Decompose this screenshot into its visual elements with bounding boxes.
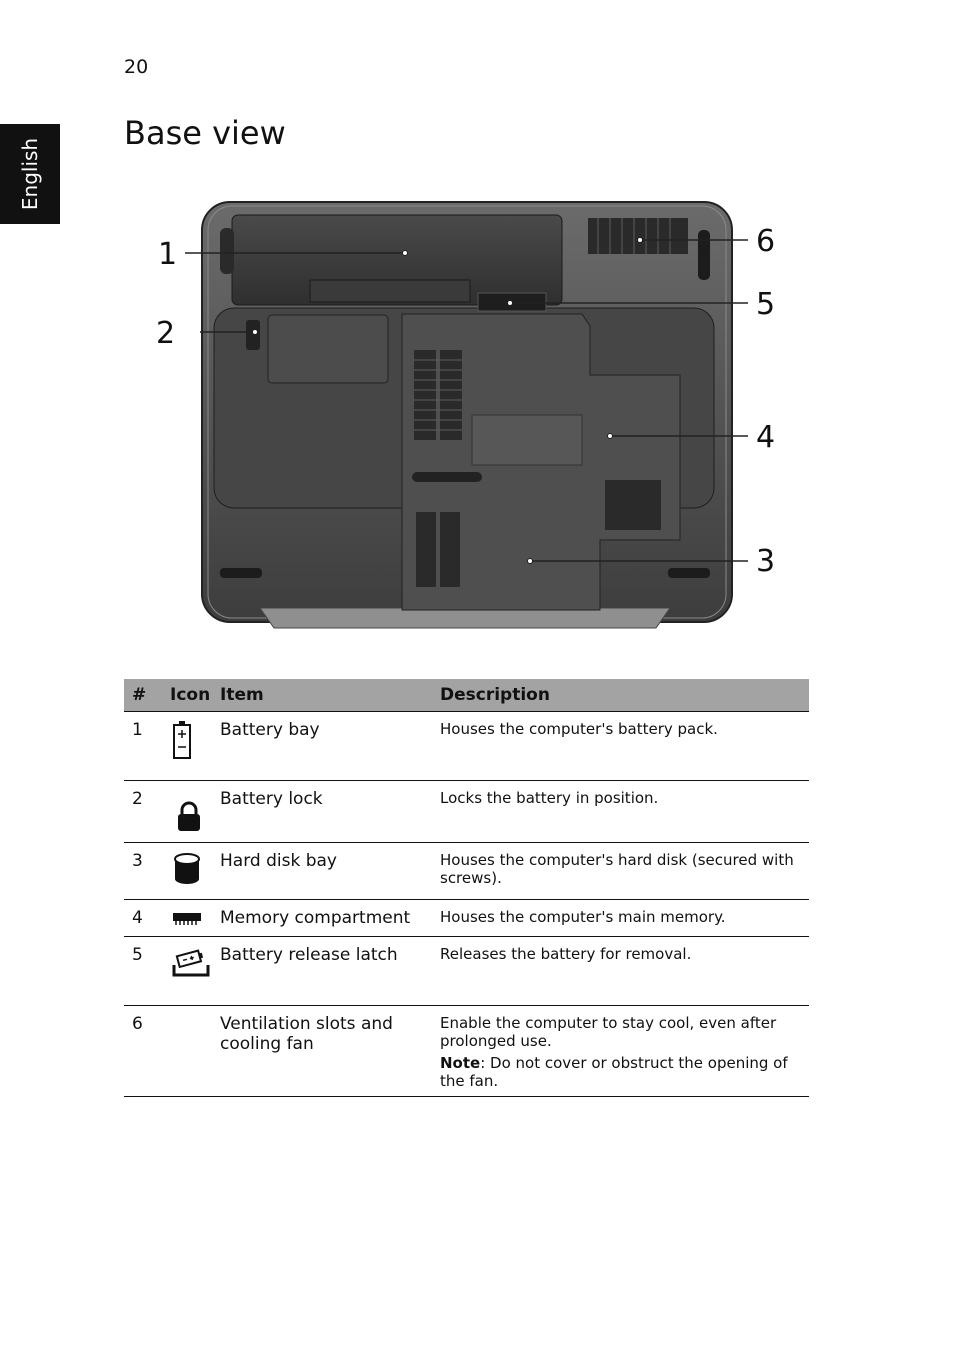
table-row	[124, 781, 809, 843]
row-item: Ventilation slots and cooling fan	[216, 1006, 436, 1097]
table-header-row	[124, 679, 809, 712]
row-description: Houses the computer's main memory.	[436, 900, 809, 937]
header-description: Description	[436, 679, 809, 712]
row-item: Battery bay	[216, 712, 436, 781]
note-label: Note	[440, 1054, 481, 1072]
page-number: 20	[124, 56, 149, 78]
front-lip	[260, 608, 670, 628]
lock-icon	[170, 801, 212, 833]
row-description: Releases the battery for removal.	[436, 937, 809, 1006]
note-line	[440, 1054, 805, 1090]
callout-5: 5	[756, 287, 776, 322]
callout-2: 2	[156, 316, 176, 351]
row-number: 1	[124, 712, 166, 781]
row-number: 5	[124, 937, 166, 1006]
row-number: 6	[124, 1006, 166, 1097]
memory-icon	[170, 910, 212, 928]
header-number: #	[124, 679, 166, 712]
header-icon: Icon	[166, 679, 216, 712]
row-number: 2	[124, 781, 166, 843]
row-item: Battery release latch	[216, 937, 436, 1006]
table-row	[124, 937, 809, 1006]
note-text: : Do not cover or obstruct the opening of the fan.	[440, 1054, 788, 1090]
callout-4: 4	[756, 420, 776, 455]
row-item: Memory compartment	[216, 900, 436, 937]
page-title: Base view	[124, 114, 286, 152]
row-number: 4	[124, 900, 166, 937]
header-item: Item	[216, 679, 436, 712]
base-view-table	[124, 679, 809, 1097]
callout-3: 3	[756, 544, 776, 579]
row-description: Enable the computer to stay cool, even after prolonged use.	[440, 1014, 777, 1050]
callout-1: 1	[158, 237, 178, 272]
row-item: Hard disk bay	[216, 843, 436, 900]
row-description-cell	[436, 1006, 809, 1097]
table-row	[124, 1006, 809, 1097]
battery-release-icon	[170, 949, 212, 979]
side-tab-label: English	[18, 137, 42, 211]
row-description: Locks the battery in position.	[436, 781, 809, 843]
row-icon-empty	[166, 1006, 216, 1097]
laptop-base-figure	[150, 190, 800, 645]
row-description: Houses the computer's hard disk (secured with screws).	[436, 843, 809, 900]
table-row	[124, 843, 809, 900]
table-row	[124, 712, 809, 781]
battery-icon	[170, 720, 212, 760]
row-description: Houses the computer's battery pack.	[436, 712, 809, 781]
laptop-base-illustration	[150, 190, 800, 645]
row-item: Battery lock	[216, 781, 436, 843]
row-number: 3	[124, 843, 166, 900]
language-side-tab	[0, 124, 60, 224]
hard-disk-icon	[170, 851, 212, 887]
callout-6: 6	[756, 224, 776, 259]
table-row	[124, 900, 809, 937]
